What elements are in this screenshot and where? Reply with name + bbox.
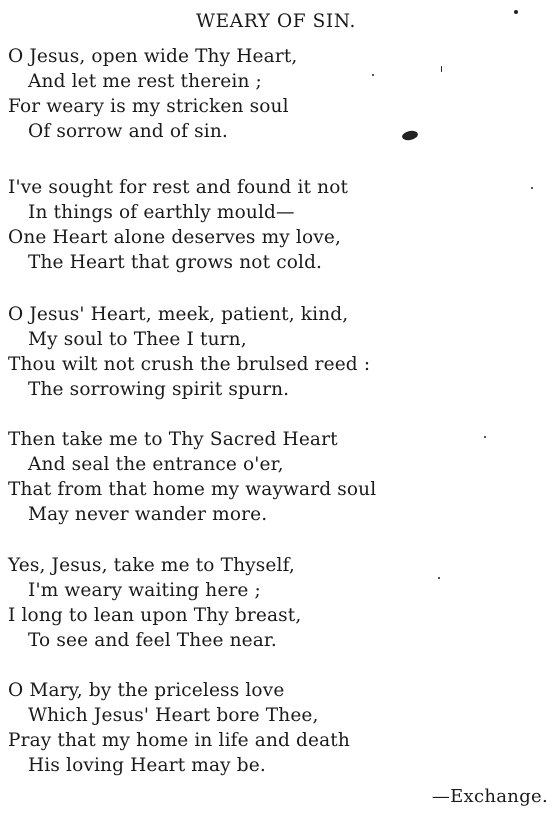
stanza-6 bbox=[8, 678, 548, 778]
stanza-3-line-2: My soul to Thee I turn, bbox=[28, 329, 247, 350]
stanza-5-line-3: I long to lean upon Thy breast, bbox=[8, 605, 302, 626]
stanza-4 bbox=[8, 427, 548, 527]
poem-title: WEARY OF SIN. bbox=[196, 11, 356, 32]
stanza-1-line-3: For weary is my stricken soul bbox=[8, 96, 289, 117]
stanza-2-line-2: In things of earthly mould— bbox=[28, 202, 295, 223]
stanza-5-line-2: I'm weary waiting here ; bbox=[28, 580, 261, 601]
stanza-3-line-4: The sorrowing spirit spurn. bbox=[28, 379, 290, 400]
stanza-3-line-1: O Jesus' Heart, meek, patient, kind, bbox=[8, 304, 349, 325]
stanza-2-line-3: One Heart alone deserves my love, bbox=[8, 227, 342, 248]
scan-speck bbox=[441, 66, 442, 72]
stanza-4-line-3: That from that home my wayward soul bbox=[8, 479, 377, 500]
stanza-1-line-1: O Jesus, open wide Thy Heart, bbox=[8, 46, 298, 67]
stanza-4-line-2: And seal the entrance o'er, bbox=[28, 454, 284, 475]
stanza-2 bbox=[8, 175, 548, 275]
poem-attribution: —Exchange. bbox=[431, 786, 548, 807]
stanza-6-line-3: Pray that my home in life and death bbox=[8, 730, 350, 751]
stanza-2-line-4: The Heart that grows not cold. bbox=[28, 252, 323, 273]
stanza-5 bbox=[8, 553, 548, 653]
scan-speck bbox=[438, 577, 440, 579]
stanza-5-line-4: To see and feel Thee near. bbox=[28, 630, 277, 651]
stanza-3 bbox=[8, 302, 548, 402]
stanza-1 bbox=[8, 44, 548, 144]
stanza-3-line-3: Thou wilt not crush the brulsed reed : bbox=[8, 354, 371, 375]
stanza-4-line-1: Then take me to Thy Sacred Heart bbox=[8, 429, 338, 450]
scan-speck bbox=[514, 10, 518, 14]
stanza-5-line-1: Yes, Jesus, take me to Thyself, bbox=[8, 555, 295, 576]
scan-speck bbox=[484, 436, 486, 438]
stanza-4-line-4: May never wander more. bbox=[28, 504, 268, 525]
scan-speck bbox=[372, 74, 374, 76]
stanza-6-line-1: O Mary, by the priceless love bbox=[8, 680, 285, 701]
stanza-1-line-4: Of sorrow and of sin. bbox=[28, 121, 228, 142]
stanza-6-line-4: His loving Heart may be. bbox=[28, 755, 266, 776]
scan-speck bbox=[531, 187, 533, 189]
stanza-2-line-1: I've sought for rest and found it not bbox=[8, 177, 349, 198]
stanza-1-line-2: And let me rest therein ; bbox=[28, 71, 262, 92]
stanza-6-line-2: Which Jesus' Heart bore Thee, bbox=[28, 705, 319, 726]
